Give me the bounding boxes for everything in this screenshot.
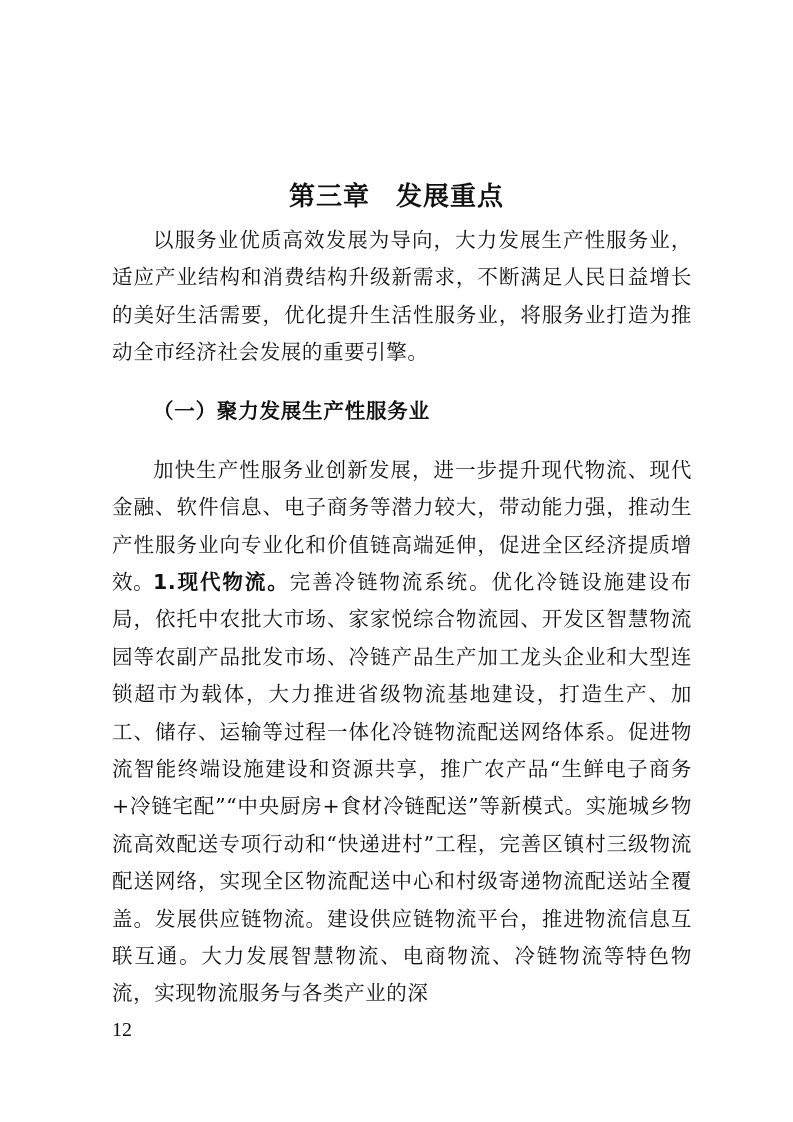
section-heading: （一）聚力发展生产性服务业 <box>153 399 430 423</box>
page-number: 12 <box>112 1019 132 1041</box>
intro-paragraph: 以服务业优质高效发展为导向，大力发展生产性服务业，适应产业结构和消费结构升级新需求，不断满足人民日益增长的美好生活需要，优化提升生活性服务业，将服务业打造为推动全市经济社会发展的重要引擎。 <box>112 228 692 365</box>
chapter-number: 第三章 <box>288 182 370 213</box>
chapter-title <box>0 177 793 217</box>
chapter-name: 发展重点 <box>396 182 505 213</box>
item-text: 完善冷链物流系统。优化冷链设施建设布局，依托中农批大市场、家家悦综合物流园、开发区智慧物流园等农副产品批发市场、冷链产品生产加工龙头企业和大型连锁超市为载体，大力推进省级物流基地建设，打造生产、加工、储存、运输等过程一体化冷链物流配送网络体系。促进物流智能终端设施建设和资源共享，推广农产品“生鲜电子商务+冷链宅配”“中央厨房+食材冷链配送”等新模式。实施城乡物流高效配送专项行动和“快递进村”工程，完善区镇村三级物流配送网络，实现全区物流配送中心和村级寄递物流配送站全覆盖。发展供应链物流。建设供应链物流平台，推进物流信息互联互通。大力发展智慧物流、电商物流、冷链物流等特色物流，实现物流服务与各类产业的深 <box>112 570 692 1006</box>
item-lead: 1.现代物流。 <box>153 570 290 594</box>
section-paragraph: 加快生产性服务业创新发展，进一步提升现代物流、现代金融、软件信息、电子商务等潜力较大，带动能力强，推动生产性服务业向专业化和价值链高端延伸，促进全区经济提质增效。 <box>112 458 692 595</box>
item-paragraph <box>112 564 692 1013</box>
